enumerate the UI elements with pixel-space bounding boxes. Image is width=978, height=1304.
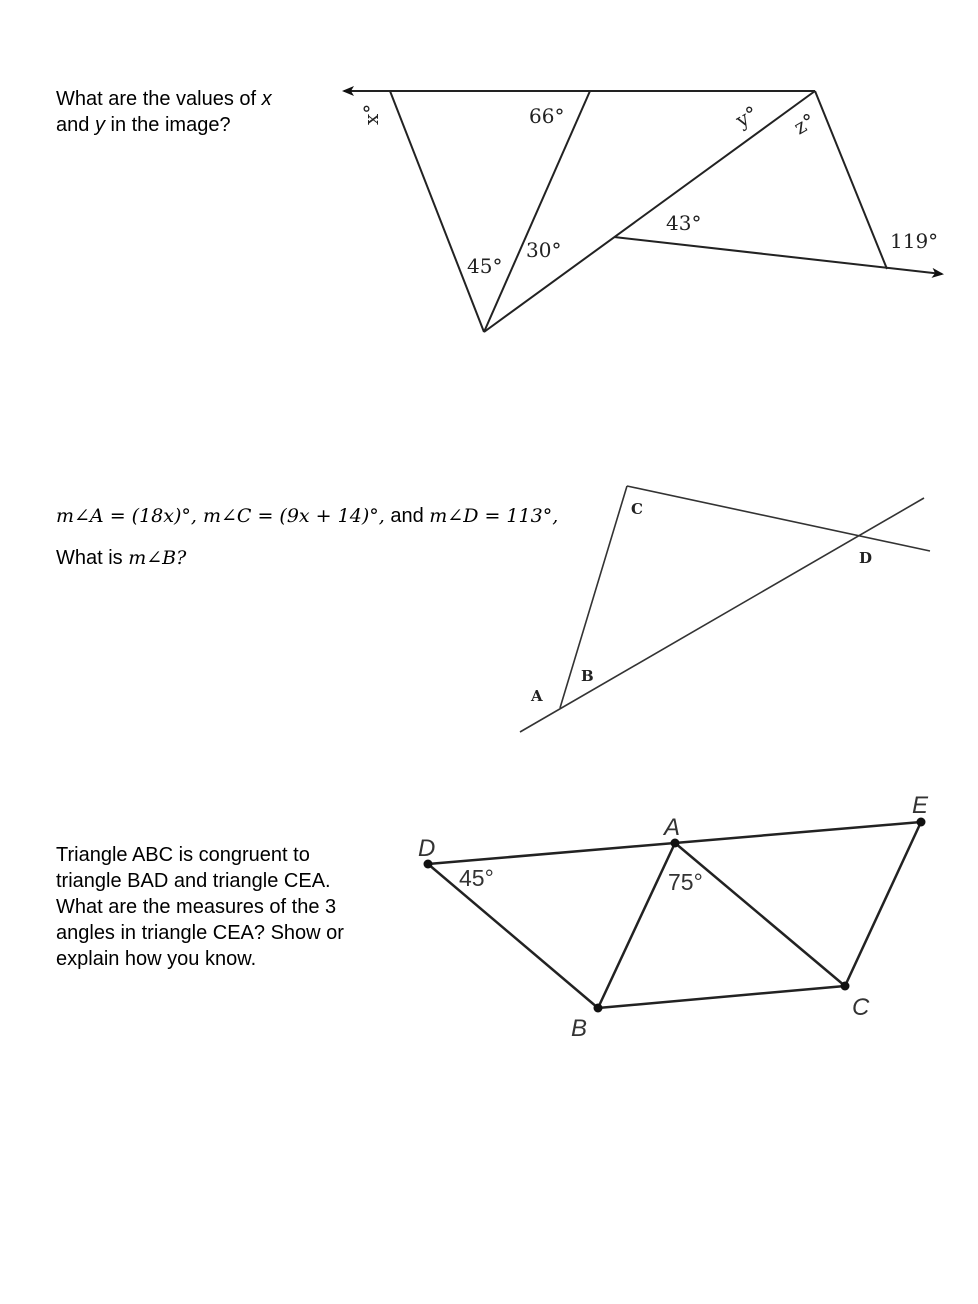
- segment-bc: [598, 986, 845, 1008]
- diagram-3: [428, 822, 921, 1008]
- question-3-line: explain how you know.: [56, 948, 257, 970]
- angle-label-66: 66°: [529, 104, 565, 128]
- given-angle-d: m∠D = 113°,: [429, 505, 559, 527]
- diagram-3-points: [424, 818, 926, 1013]
- question-3-line: Triangle ABC is congruent to: [56, 844, 310, 866]
- segment-ab: [598, 843, 675, 1008]
- ask-angle-b: m∠B?: [128, 547, 187, 569]
- diagram-1-labels: [359, 101, 938, 278]
- diagram-1: [344, 91, 942, 332]
- variable-y: y: [94, 114, 105, 136]
- vertex-label-b: B: [581, 667, 594, 685]
- diagram-2: [520, 486, 930, 732]
- vertex-label-b: B: [571, 1015, 588, 1042]
- question-3-line: triangle BAD and triangle CEA.: [56, 870, 331, 892]
- vertex-label-e: E: [912, 792, 929, 819]
- question-1-line-1: What are the values of x: [56, 88, 272, 110]
- segment-right-slant: [815, 91, 887, 269]
- angle-label-45: 45°: [467, 254, 503, 278]
- angle-label-30: 30°: [526, 238, 562, 262]
- angle-label-119: 119°: [890, 229, 939, 253]
- vertex-label-d: D: [418, 835, 436, 862]
- angle-label-x: x°: [359, 103, 383, 125]
- line-through-a-d: [520, 498, 924, 732]
- angle-label-45: 45°: [459, 865, 494, 891]
- angle-label-75: 75°: [668, 869, 703, 895]
- question-2-ask: What is m∠B?: [56, 547, 187, 569]
- vertex-label-a: A: [531, 687, 543, 705]
- diagram-3-angle-labels: [459, 865, 703, 895]
- segment-db: [428, 864, 598, 1008]
- segment-ec: [845, 822, 921, 986]
- angle-label-z: z°: [789, 108, 820, 140]
- vertex-label-c: C: [631, 500, 643, 518]
- vertex-label-c: C: [852, 994, 870, 1021]
- vertex-label-a: A: [664, 814, 681, 841]
- point-c: [841, 982, 850, 991]
- segment-ac: [675, 843, 845, 986]
- line-through-c-d: [627, 486, 930, 551]
- question-1-line-2: and y in the image?: [56, 114, 231, 136]
- question-2-givens: m∠A = (18x)°, m∠C = (9x + 14)°, and m∠D = 113°,: [56, 505, 559, 527]
- diagram-2-labels: [530, 500, 872, 705]
- angle-label-y: y°: [731, 100, 762, 133]
- angle-label-43: 43°: [666, 211, 702, 235]
- given-angle-a-c: m∠A = (18x)°, m∠C = (9x + 14)°,: [56, 505, 385, 527]
- segment-left-slant: [390, 91, 484, 332]
- diagram-3-labels: [418, 792, 929, 1042]
- vertex-label-d: D: [859, 549, 873, 567]
- variable-x: x: [261, 88, 272, 110]
- question-3-line: What are the measures of the 3: [56, 896, 337, 918]
- question-3-line: angles in triangle CEA? Show or: [56, 922, 344, 944]
- point-b: [594, 1004, 603, 1013]
